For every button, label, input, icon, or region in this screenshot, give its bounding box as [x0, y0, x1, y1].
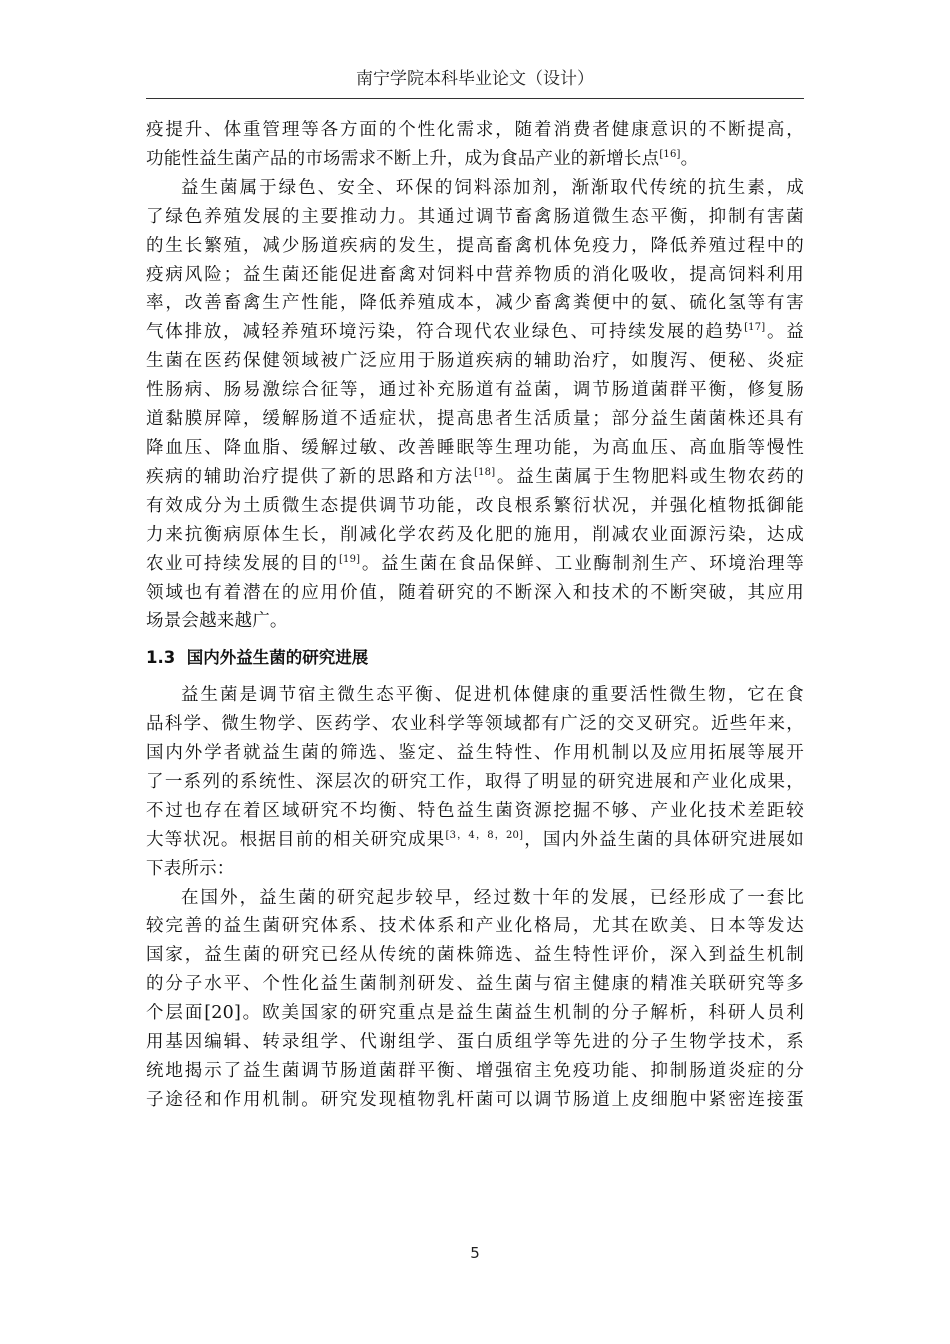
text-line: 领域也有着潜在的应用价值，随着研究的不断深入和技术的不断突破，其应用	[146, 582, 804, 603]
text-line: 个层面[20]。欧美国家的研究重点是益生菌益生机制的分子解析，科研人员利	[146, 1003, 804, 1024]
text-line: 较完善的益生菌研究体系、技术体系和产业化格局，尤其在欧美、日本等发达	[146, 916, 804, 937]
text-line: 性肠病、肠易激综合征等，通过补充肠道有益菌，调节肠道菌群平衡，修复肠	[146, 380, 804, 401]
text-line: 子途径和作用机制。研究发现植物乳杆菌可以调节肠道上皮细胞中紧密连接蛋	[146, 1089, 804, 1110]
text-line: 力来抗衡病原体生长，削减化学农药及化肥的施用，削减农业面源污染，达成	[146, 524, 804, 545]
citation: [16]	[659, 148, 681, 160]
text-line: 国内外学者就益生菌的筛选、鉴定、益生特性、作用机制以及应用拓展等展开	[146, 743, 804, 764]
text-line: 生菌在医药保健领域被广泛应用于肠道疾病的辅助治疗，如腹泻、便秘、炎症	[146, 351, 804, 372]
text-line: 益生菌属于绿色、安全、环保的饲料添加剂，渐渐取代传统的抗生素，成	[181, 177, 804, 198]
text-line: 疫提升、体重管理等各方面的个性化需求，随着消费者健康意识的不断提高，	[146, 120, 804, 140]
text-line: 下表所示：	[146, 858, 235, 879]
paragraph-foreign-research	[146, 884, 804, 1115]
text-line: 场景会越来越广。	[146, 611, 288, 632]
text-line: 的分子水平、个性化益生菌制剂研发、益生菌与宿主健康的精准关联研究等多	[146, 974, 804, 995]
text-line: 疾病的辅助治疗提供了新的思路和方法[18]。益生菌属于生物肥料或生物农药的	[146, 466, 804, 487]
page-header: 南宁学院本科毕业论文（设计）	[356, 69, 594, 89]
paragraph-overview	[146, 681, 804, 883]
section-title: 国内外益生菌的研究进展	[186, 648, 369, 668]
text-line: 疫病风险；益生菌还能促进畜禽对饲料中营养物质的消化吸收，提高饲料利用	[146, 264, 804, 285]
citation: [19]	[338, 553, 361, 565]
section-heading	[146, 644, 804, 673]
paragraph-applications	[146, 174, 804, 637]
text-line: 农业可持续发展的目的[19]。益生菌在食品保鲜、工业酶制剂生产、环境治理等	[146, 553, 804, 574]
text-line: 功能性益生菌产品的市场需求不断上升，成为食品产业的新增长点[16]。	[146, 148, 699, 169]
text-line: 国家，益生菌的研究已经从传统的菌株筛选、益生特性评价，深入到益生机制	[146, 945, 804, 966]
text-line: 有效成分为土质微生态提供调节功能，改良根系繁衍状况，并强化植物抵御能	[146, 495, 804, 516]
text-line: 了绿色养殖发展的主要推动力。其通过调节畜禽肠道微生态平衡，抑制有害菌	[146, 206, 804, 227]
header-divider	[146, 98, 804, 99]
text-line: 不过也存在着区域研究不均衡、特色益生菌资源挖掘不够、产业化技术差距较	[146, 800, 804, 821]
text-line: 气体排放，减轻养殖环境污染，符合现代农业绿色、可持续发展的趋势[17]。益	[146, 322, 804, 343]
text-line: 了一系列的系统性、深层次的研究工作，取得了明显的研究进展和产业化成果，	[146, 771, 804, 792]
text-line: 在国外，益生菌的研究起步较早，经过数十年的发展，已经形成了一套比	[181, 887, 804, 908]
text-line: 降血压、降血脂、缓解过敏、改善睡眠等生理功能，为高血压、高血脂等慢性	[146, 437, 804, 458]
text-line: 道黏膜屏障，缓解肠道不适症状，提高患者生活质量；部分益生菌菌株还具有	[146, 409, 804, 430]
text-line: 大等状况。根据目前的相关研究成果[3，4，8，20]，国内外益生菌的具体研究进展如	[146, 829, 805, 850]
text-line: 品科学、微生物学、医药学、农业科学等领域都有广泛的交叉研究。近些年来，	[146, 714, 804, 735]
document-body	[146, 116, 804, 1115]
citation: [18]	[473, 466, 496, 478]
text-line: 益生菌是调节宿主微生态平衡、促进机体健康的重要活性微生物，它在食	[181, 685, 804, 706]
text-line: 率，改善畜禽生产性能，降低养殖成本，减少畜禽粪便中的氨、硫化氢等有害	[146, 293, 804, 314]
section-number: 1.3	[146, 648, 176, 668]
citation: [3，4，8，20]	[445, 829, 524, 841]
page-number: 5	[470, 1244, 480, 1262]
text-line: 用基因编辑、转录组学、代谢组学、蛋白质组学等先进的分子生物学技术，系	[146, 1032, 804, 1053]
text-line: 的生长繁殖，减少肠道疾病的发生，提高畜禽机体免疫力，降低养殖过程中的	[146, 235, 804, 256]
citation: [17]	[744, 322, 766, 334]
paragraph-continuation	[146, 116, 804, 174]
text-line: 统地揭示了益生菌调节肠道菌群平衡、增强宿主免疫功能、抑制肠道炎症的分	[146, 1061, 804, 1081]
